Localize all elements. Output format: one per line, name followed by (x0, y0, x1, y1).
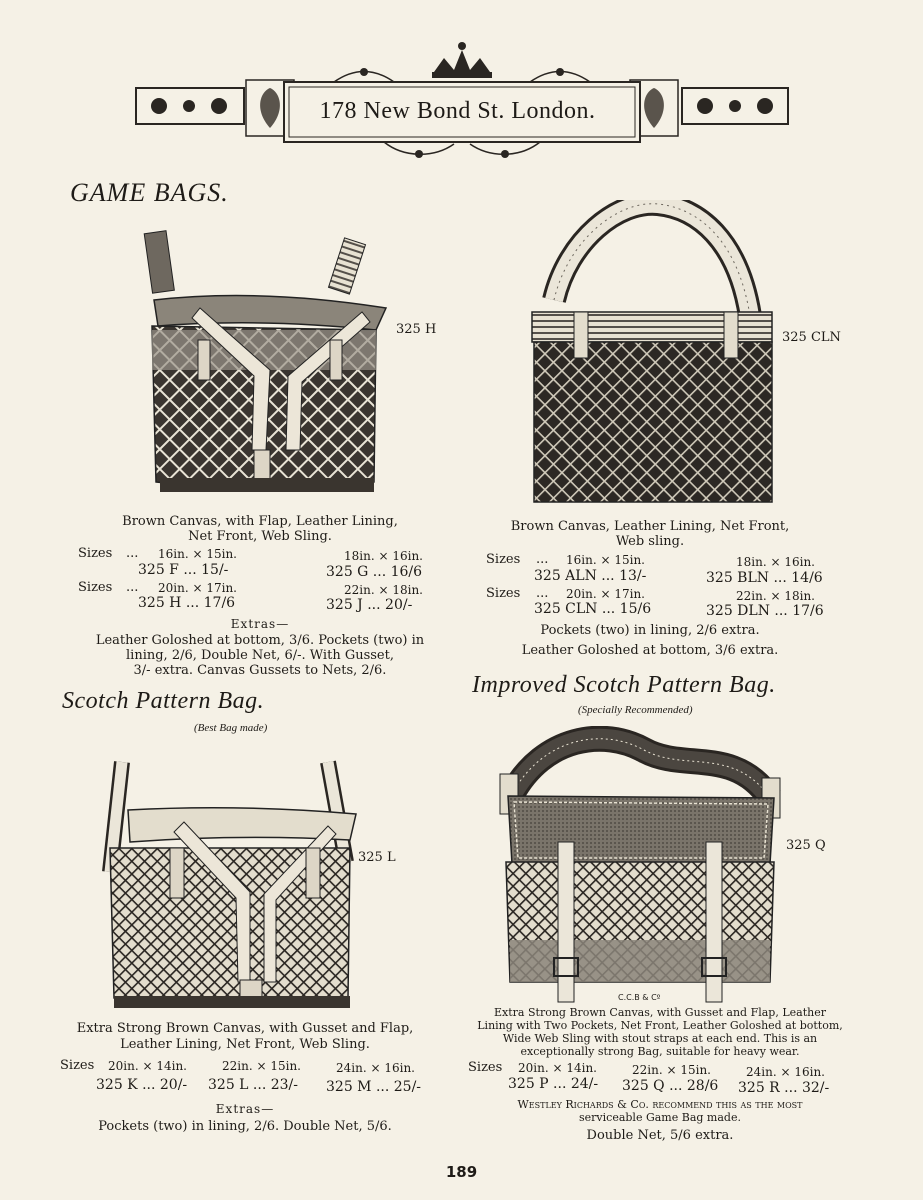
improved-note-double-net: Double Net, 5/6 extra. (586, 1128, 734, 1143)
maker-mark: C.C.B & Cº (618, 993, 661, 1002)
price-325h: 325 H ... 17/6 (138, 595, 236, 611)
section-heading-scotch: Scotch Pattern Bag. (62, 688, 265, 714)
bag-325q-code: 325 Q (786, 838, 826, 853)
improved-size-22x15: 22in. × 15in. (632, 1063, 711, 1077)
improved-size-24x16: 24in. × 16in. (746, 1065, 825, 1079)
bag-325h-extras-line3: 3/- extra. Canvas Gussets to Nets, 2/6. (133, 663, 387, 678)
scotch-subtitle: (Best Bag made) (194, 722, 268, 734)
bag-325cln-sizes-label-1: Sizes (486, 552, 521, 567)
price-325l: 325 L ... 23/- (208, 1077, 298, 1093)
bag-325l-code: 325 L (358, 850, 396, 865)
price-325p: 325 P ... 24/- (508, 1076, 599, 1092)
improved-desc-line4: exceptionally strong Bag, suitable for heavy wear. (520, 1045, 800, 1058)
bag-325cln-dots-1: ... (536, 552, 549, 567)
price-325m: 325 M ... 25/- (326, 1079, 422, 1095)
scotch-extras-label: Extras— (215, 1102, 275, 1116)
improved-recommend-line2: serviceable Game Bag made. (579, 1111, 741, 1124)
scotch-sizes-label: Sizes (60, 1058, 95, 1073)
bag-325h-sizes-label-1: Sizes (78, 546, 113, 561)
price-325bln: 325 BLN ... 14/6 (706, 570, 823, 586)
bag-325cln-desc-line2: Web sling. (615, 534, 685, 549)
improved-recommend-line1: Westley Richards & Co. recommend this as the most (517, 1098, 803, 1111)
bag-325h-size-20x17: 20in. × 17in. (158, 581, 237, 595)
page-number: 189 (445, 1163, 478, 1181)
bag-325h-dots-1: ... (126, 546, 139, 561)
price-325k: 325 K ... 20/- (96, 1077, 188, 1093)
scotch-size-20x14: 20in. × 14in. (108, 1059, 187, 1073)
bag-325cln-desc-line1: Brown Canvas, Leather Lining, Net Front, (510, 519, 790, 534)
bag-325h-dots-2: ... (126, 580, 139, 595)
bag-325cln-sizes-label-2: Sizes (486, 586, 521, 601)
bag-325cln-note-goloshed: Leather Goloshed at bottom, 3/6 extra. (521, 643, 779, 658)
bag-325cln-note-pockets: Pockets (two) in lining, 2/6 extra. (540, 623, 760, 638)
price-325aln: 325 ALN ... 13/- (534, 568, 647, 584)
price-325j: 325 J ... 20/- (326, 597, 413, 613)
price-325dln: 325 DLN ... 17/6 (706, 603, 824, 619)
improved-desc-line2: Lining with Two Pockets, Net Front, Leather Goloshed at bottom, (477, 1019, 843, 1032)
bag-325h-extras-line2: lining, 2/6, Double Net, 6/-. With Gusset, (126, 648, 394, 663)
scotch-extras-line: Pockets (two) in lining, 2/6. Double Net, 5/6. (98, 1119, 392, 1134)
section-heading-improved: Improved Scotch Pattern Bag. (472, 672, 776, 698)
bag-325cln-size-18x16: 18in. × 16in. (736, 555, 815, 569)
scotch-desc-line2: Leather Lining, Net Front, Web Sling. (120, 1037, 370, 1052)
bag-325h-extras-label: Extras— (230, 617, 290, 631)
bag-325h-size-18x16: 18in. × 16in. (344, 549, 423, 563)
bag-325h-desc-line1: Brown Canvas, with Flap, Leather Lining, (122, 514, 398, 529)
price-325cln: 325 CLN ... 15/6 (534, 601, 652, 617)
bag-325cln-dots-2: ... (536, 586, 549, 601)
improved-desc-line3: Wide Web Sling with stout straps at each end. This is an (502, 1032, 818, 1045)
bag-325h-size-16x15: 16in. × 15in. (158, 547, 237, 561)
bag-325h-size-22x18: 22in. × 18in. (344, 583, 423, 597)
bag-325h-sizes-label-2: Sizes (78, 580, 113, 595)
bag-325cln-size-16x15: 16in. × 15in. (566, 553, 645, 567)
price-325q: 325 Q ... 28/6 (622, 1078, 719, 1094)
price-325r: 325 R ... 32/- (738, 1080, 830, 1096)
bag-325l-illustration (100, 752, 360, 1014)
bag-325h-desc-line2: Net Front, Web Sling. (188, 529, 332, 544)
scotch-size-24x16: 24in. × 16in. (336, 1061, 415, 1075)
bag-325cln-code: 325 CLN (782, 330, 841, 345)
improved-sizes-label: Sizes (468, 1060, 503, 1075)
bag-325cln-illustration (528, 200, 778, 510)
scotch-desc-line1: Extra Strong Brown Canvas, with Gusset and Flap, (76, 1021, 414, 1036)
improved-subtitle: (Specially Recommended) (578, 704, 693, 716)
crown-ornament (432, 42, 492, 78)
bag-325h-illustration (140, 230, 390, 498)
improved-desc-line1: Extra Strong Brown Canvas, with Gusset and Flap, Leather (494, 1006, 826, 1019)
store-address: 178 New Bond St. London. (319, 98, 596, 124)
improved-size-20x14: 20in. × 14in. (518, 1061, 597, 1075)
bag-325h-extras-line1: Leather Goloshed at bottom, 3/6. Pockets (two) in (95, 633, 425, 648)
price-325g: 325 G ... 16/6 (326, 564, 423, 580)
section-heading-game-bags: GAME BAGS. (70, 178, 229, 207)
bag-325cln-size-20x17: 20in. × 17in. (566, 587, 645, 601)
bag-325h-code: 325 H (396, 322, 437, 337)
price-325f: 325 F ... 15/- (138, 562, 229, 578)
bag-325q-illustration (494, 726, 788, 1006)
scotch-size-22x15: 22in. × 15in. (222, 1059, 301, 1073)
bag-325cln-size-22x18: 22in. × 18in. (736, 589, 815, 603)
